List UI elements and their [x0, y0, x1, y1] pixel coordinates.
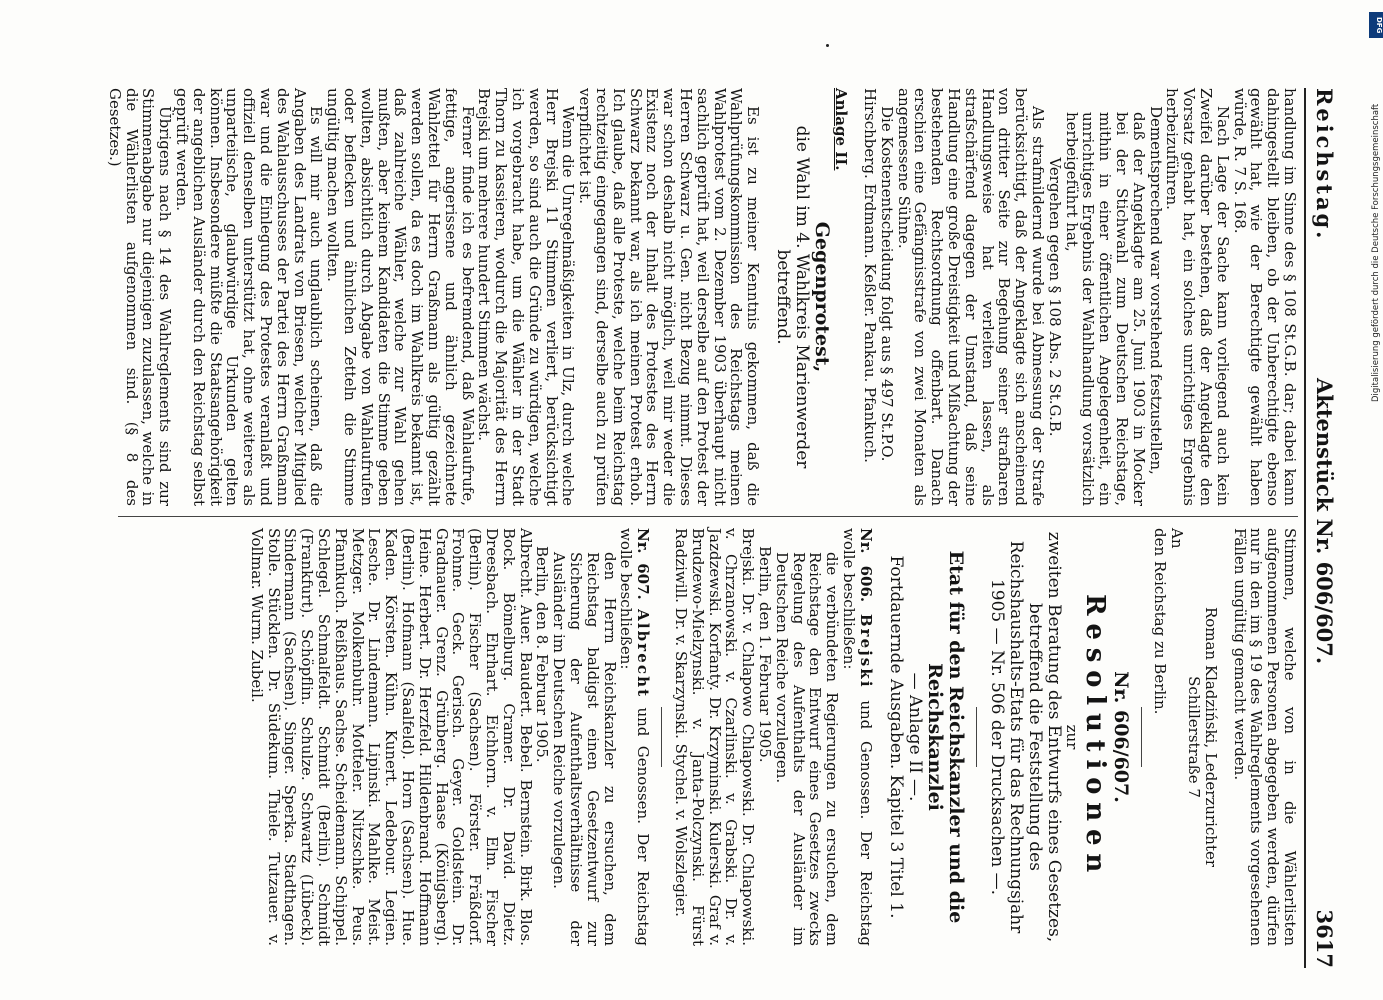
addressee: den Reichstag zu Berlin. [1151, 528, 1170, 715]
nr606-mover: Brejski [856, 613, 875, 689]
left-column [106, 88, 1298, 506]
zur-label: zur [1063, 724, 1082, 750]
paragraph: Nach Lage der Sache kann vorliegend auch kein Zweifel darüber bestehen, daß der Angeklagte den Vorsatz gehabt hat, ein solches unrichtiges Ergebnis herbeizuführen. [1163, 88, 1232, 506]
nr607-mover: Albrecht [634, 609, 653, 699]
dfg-logo: DFG [1369, 12, 1383, 38]
paragraph: Stimmen, welche von in die Wählerlisten aufgenommenen Personen abgegeben werden, dürfen nur in den im § 19 des Wahlreglements vorgesehenen Fällen ungültig gemacht werden. [1230, 528, 1299, 946]
nr606-label: Nr. 606. [856, 528, 875, 603]
nr607-intro-line [618, 528, 652, 946]
rotated-document-sheet [52, 88, 1342, 968]
fortdauernde-ausgaben: Fortdauernde Ausgaben. Kapitel 3 Titel 1. [885, 555, 906, 919]
nr606-intro-line [840, 528, 874, 946]
document-label: Aktenstück Nr. 606/607. [1312, 378, 1337, 665]
signature: Roman Kladziński, Lederzurichter [1201, 606, 1220, 868]
nr606-intro: und Genossen. Der Reichstag wolle beschließen: [839, 528, 875, 946]
finding-text: daß der Angeklagte am 25. Juni 1903 in Mocker bei der Stichwahl zum Deutschen Reichstage, mithin in einer öffentlichen Angelegenheit, ein unrichtiges Ergebnis der Wahlhandlung vorsätzlich herbeigeführt hat, [1062, 112, 1148, 506]
nr607-intro: und Genossen. Der Reichstag wolle beschließen: [617, 528, 653, 946]
section-rule [661, 707, 662, 767]
signature-address: Schillerstraße 7 [1185, 676, 1204, 798]
scan-speck [826, 44, 829, 47]
paragraph: handlung im Sinne des § 108 St.G.B. dar; dabei kann dahingestellt bleiben, ob der Unberechtigte ebenso gewählt hat, wie der Berechtigte gewählt haben würde, R. 7 S. 168. [1230, 88, 1299, 506]
page-number: 3617 [1312, 909, 1337, 968]
paragraph: Dementsprechend war vorstehend festzustellen, [1146, 106, 1165, 475]
digitization-credit [1372, 8, 1383, 998]
running-title: Reichstag. [1312, 88, 1337, 242]
section-rule [1141, 707, 1142, 767]
page-header [1308, 88, 1342, 968]
anlage-reference: — Anlage II —. [904, 672, 925, 802]
nr607-signers: Albrecht. Auer. Baudert. Bebel. Bernstein. Birk. Blos. Bock. Bömelburg. Cramer. Dr. David. Dietz. Dreesbach. Ehrhart. Eichhorn. v. Elm. Fischer (Berlin). Fischer (Sachsen). Förster. Fräßdorf. Frohme. Geck. Gerisch. Geyer. Goldstein. Dr. Gradnauer. Grenz. Grünberg. Haase (Königsberg). Heine. Herbert. Dr. Herzfeld. Hildenbrand. Hoffmann (Berlin). Hofmann (Saalfeld). Horn (Sachsen). Hue. Kaden. Körsten. Kühn. Kunert. Ledebour. Legien. Lesche. Dr. Lindemann. Lipinski. Mahlke. Meist. Metzger. Molkenbuhr. Motteler. Nitzschke. Peus. Pfannkuch. Reißhaus. Sachse. Scheidemann. Schippel. Schlegel. Schmalfeldt. Schmidt (Berlin). Schmidt (Frankfurt). Schöpflin. Schulze. Schwartz (Lübeck). Sindermann (Sachsen). Singer. Sperka. Stadthagen. Stolle. Stücklen. Dr. Südekum. Thiele. Tutzauer. v. Vollmar. Wurm. Zubeil. [247, 528, 535, 946]
paragraph: Wenn die Unregelmäßigkeiten in Ulz, durch welche Herr Brejski 11 Stimmen verliert, berücksichtigt werden, so sind auch die Gründe zu würdigen, welche ich vorgebracht habe, um die Wähler in der Stadt Thorn zu kassieren, wodurch die Majorität des Herrn Brejski um mehrere hundert Stimmen wächst. [475, 88, 578, 506]
nr606-signers: Brejski. Dr. v. Chlapowo Chlapowski. Dr. Chlapowski. v. Chrzanowski. v. Czarlinski. v. Grabski. Dr. v. Jazdzewski. Korfanty. Dr. Krzyminski. Kulerski. Graf v. Brudzewo-Mielzynski. v. Janta-Polczynski. Fürst Radziwill. Dr. v. Skarzynski. Stychel. v. Wolszlegier. [671, 528, 758, 946]
nr607-label: Nr. 607. [634, 528, 653, 600]
nr607-date: Berlin, den 8. Februar 1905. [533, 546, 552, 763]
anlage-label: Anlage II. [832, 88, 851, 171]
paragraph: Ferner finde ich es befremdend, daß Wahlaufrufe, fettige, angerissene und ähnlich gezeichnete Wahlzettel für Herrn Graßmann als gültig gezählt werden sollen, da es doch im Wahlkreis bekannt ist, daß zahlreiche Wähler, welche zur Wahl gehen mußten, aber keinem Kandidaten die Stimme geben wollten, absichtlich durch Abgabe von Wahlaufrufen oder beflecken und ähnlichen Zetteln die Stimme ungültig machen wollten. [324, 88, 477, 506]
paragraph: Es ist zu meiner Kenntnis gekommen, daß die Wahlprüfungskommission des Reichstags meinen Wahlprotest vom 2. Dezember 1903 überhaupt nicht sachlich geprüft hat, weil derselbe auf den Protest der Herren Schwarz u. Gen. nicht Bezug nimmt. Dieses war schon deshalb nicht möglich, weil mir weder die Existenz noch der Inhalt des Protestes des Herrn Schwarz bekannt war, als ich meinen Protest erhob. Ich glaube, daß alle Proteste, welche beim Reichstag rechtzeitig eingegangen sind, derselbe auch zu prüfen verpflichtet ist. [576, 88, 763, 506]
digitization-note: Digitalisierung gefördert durch die Deutsche Forschungsgemeinschaft [1371, 103, 1381, 402]
paragraph: Als strafmildernd wurde bei Abmessung der Strafe berücksichtigt, daß der Angeklagte sich anscheinend von dritter Seite zur Begehung seiner strafbaren Handlungsweise hat verleiten lassen, als strafschärfend dagegen der Umstand, daß seine Handlung eine große Dreistigkeit und Mißachtung der bestehenden Rechtsordnung offenbart. Danach erschien eine Gefängnisstrafe von zwei Monaten als angemessene Sühne. [894, 88, 1048, 506]
right-column [248, 528, 1298, 946]
nr606-text: die verbündeten Regierungen zu ersuchen, dem Reichstage den Entwurf eines Gesetzes zwecks Regelung des Aufenthalts der Ausländer im Deutschen Reiche vorzulegen. [772, 552, 842, 946]
paragraph: Es will mir auch unglaublich scheinen, daß die Angaben des Landrats von Briesen, welcher Mitglied des Wahlausschusses der Partei des Herrn Graßmann war und die Einlegung des Protestes veranlaßt und offiziell denselben unterstützt hat, ohne weiteres als unparteiische, glaubwürdige Urkunden gelten können. Insbesondere müßte die Staatsangehörigkeit der angeblichen Ausländer durch den Reichstag selbst geprüft werden. [173, 88, 326, 506]
paragraph: Übrigens nach § 14 des Wahlreglements sind zur Stimmenabgabe nur diejenigen zuzulassen, welche in die Wählerlisten aufgenommen sind. (§ 8 des Gesetzes.) [105, 88, 175, 506]
nr607-text: den Herrn Reichskanzler zu ersuchen, dem Reichstag baldigst einen Gesetzentwurf zur Sicherung der Aufenthaltsverhältnisse der Ausländer im Deutschen Reiche vorzulegen. [550, 552, 619, 946]
section-rule [976, 707, 977, 767]
offence-citation: Vergehen gegen § 108 Abs. 2 St.G.B. [1045, 157, 1064, 437]
subject-text: zweiten Beratung des Entwurfs eines Gesetzes, betreffend die Feststellung des Reichshaushalts-Etats für das Rechnungsjahr 1905 — Nr. 506 der Drucksachen —. [987, 531, 1065, 943]
paragraph: Die Kostenentscheidung folgt aus § 497 St.P.O. [877, 106, 896, 462]
column-divider [118, 516, 1298, 517]
nr606-date: Berlin, den 1. Februar 1905. [755, 546, 774, 763]
addressee-label: An [1168, 528, 1187, 549]
resolutionen-heading: Resolutionen [1080, 593, 1111, 881]
header-rule [1304, 88, 1306, 968]
etat-heading: Etat für den Reichskanzler und die Reichskanzlei [924, 550, 968, 924]
doc-number: Nr. 606/607. [1109, 671, 1132, 803]
gegenprotest-subtitle: die Wahl im 4. Wahlkreis Marienwerder betreffend. [773, 125, 813, 469]
judges-signatures: Hirschberg. Erdmann. Keßler. Pankau. Pfankuch. [861, 88, 880, 463]
gegenprotest-title: Gegenprotest, [811, 221, 834, 373]
